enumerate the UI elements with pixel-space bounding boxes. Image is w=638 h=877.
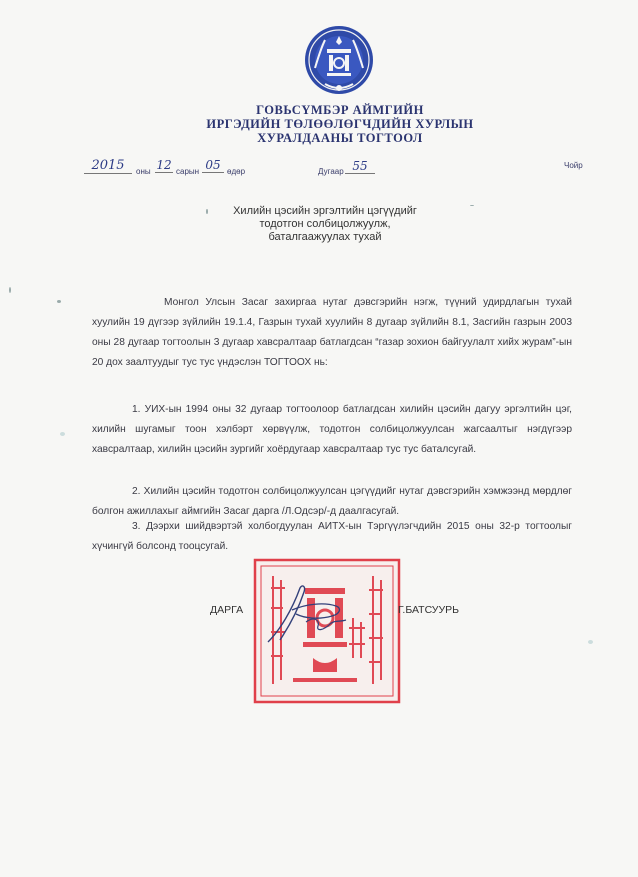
signatory-role: ДАРГА xyxy=(210,604,244,616)
header-line-3: ХУРАЛДААНЫ ТОГТООЛ xyxy=(257,131,423,145)
header-line-2: ИРГЭДИЙН ТӨЛӨӨЛӨГЧДИЙН ХУРЛЫН xyxy=(206,117,474,131)
handwritten-signature xyxy=(262,580,352,650)
document-number-label: Дугаар xyxy=(318,167,344,176)
state-emblem-icon xyxy=(303,22,375,98)
decision-item-3: 3. Дээрхи шийдвэртэй холбогдуулан АИТХ-ын Тэргүүлэгчдийн 2015 оны 32-р тогтоолыг хүчингүй болсонд тооцсугай. xyxy=(92,521,572,552)
date-year-label: оны xyxy=(136,167,151,176)
intro-paragraph: Монгол Улсын Засаг захиргаа нутаг дэвсгэрийн нэгж, түүний удирдлагын тухай хуулийн 19 дүгээр зүйлийн 19.1.4, Газрын тухай хуулийн 8 дугаар зүйлийн 8.1, Засгийн газрын 2003 оны 28 дугаар тогтоолын 3 дугаар хавсралтаар батлагдсан “газар зохион байгуулалт хийх журам”-ын 20 дох заалтуудыг тус тус үндэслэн ТОГТООХ нь: xyxy=(92,297,572,368)
decision-item-1: 1. УИХ-ын 1994 оны 32 дугаар тогтоолоор батлагдсан хилийн цэсийн дагуу эргэлтийн цэг, хилийн шугамыг тоон хэлбэрт хөрвүүлж, тодотгон солбицолжуулсан жагсаалтыг нэгдүгээр хавсралтаар, хилийн цэсийн зургийг хоёрдугаар хавсралтаар тус тус баталсугай. xyxy=(92,404,572,455)
title-line-3: баталгаажуулах тухай xyxy=(268,231,382,243)
date-day-label: өдөр xyxy=(227,167,246,176)
document-place: Чойр xyxy=(564,161,583,170)
document-header xyxy=(150,103,530,145)
header-line-1: ГОВЬСҮМБЭР АЙМГИЙН xyxy=(256,103,424,117)
scan-speck xyxy=(57,300,61,303)
date-month: 12 xyxy=(156,158,172,172)
date-month-label: сарын xyxy=(176,167,200,176)
document-title xyxy=(200,205,450,244)
scan-speck xyxy=(60,432,65,436)
decision-item-2: 2. Хилийн цэсийн тодотгон солбицолжуулсан цэгүүдийг нутаг дэвсгэрийн хэмжээнд мөрдлөг болгон ажиллахыг аймгийн Засаг дарга /Л.Одсэр/-д даалгасугай. xyxy=(92,486,572,517)
scan-speck xyxy=(588,640,593,644)
title-line-1: Хилийн цэсийн эргэлтийн цэгүүдийг xyxy=(233,205,417,217)
scan-speck xyxy=(470,205,474,206)
date-day: 05 xyxy=(202,158,224,173)
title-line-2: тодотгон солбицолжуулж, xyxy=(259,218,391,230)
scan-speck xyxy=(9,287,11,293)
signatory-name: Г.БАТСУУРЬ xyxy=(398,604,460,616)
document-number: 55 xyxy=(345,159,375,174)
scan-speck xyxy=(206,209,208,214)
date-year: 2015 xyxy=(84,158,132,174)
document-meta-row xyxy=(0,158,638,182)
